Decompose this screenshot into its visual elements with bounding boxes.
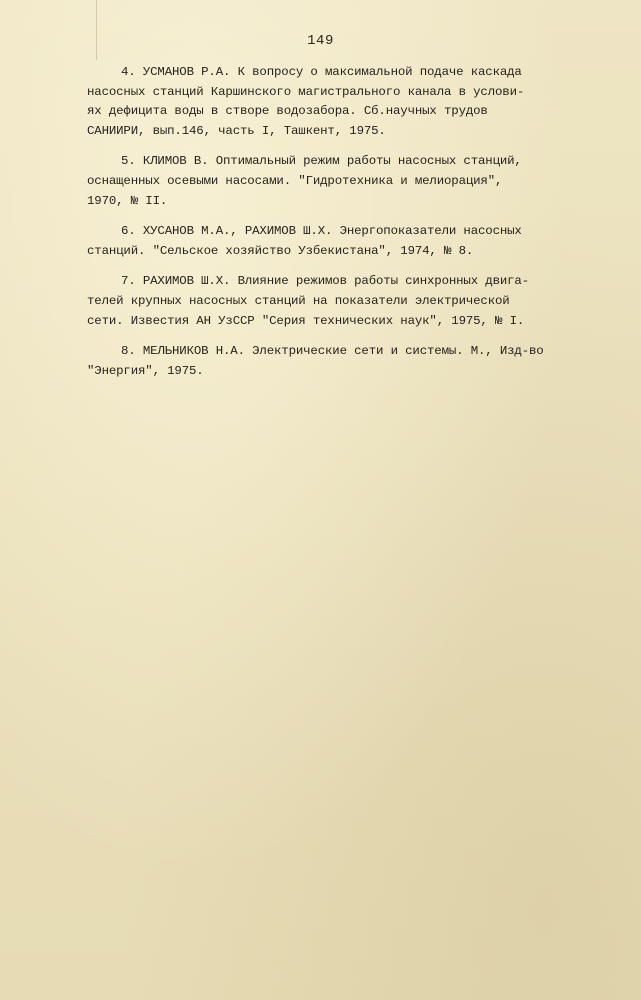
reference-line: сети. Известия АН УзССР "Серия технических наук", 1975, № I. — [87, 313, 525, 328]
page-number: 149 — [307, 33, 334, 49]
paper-fold-mark — [96, 0, 97, 60]
reference-item-6 — [87, 222, 567, 261]
reference-line: 5. КЛИМОВ В. Оптимальный режим работы насосных станций, — [121, 154, 522, 169]
reference-line: 7. РАХИМОВ Ш.Х. Влияние режимов работы синхронных двига- — [121, 274, 529, 289]
reference-line: станций. "Сельское хозяйство Узбекистана", 1974, № 8. — [87, 243, 474, 258]
reference-line: САНИИРИ, вып.146, часть I, Ташкент, 1975. — [87, 123, 386, 138]
reference-line: "Энергия", 1975. — [87, 363, 204, 378]
reference-line: оснащенных осевыми насосами. "Гидротехника и мелиорация", — [87, 173, 503, 188]
reference-line: 4. УСМАНОВ Р.А. К вопросу о максимальной подаче каскада — [121, 65, 522, 79]
reference-item-5 — [87, 152, 567, 211]
reference-line: 1970, № II. — [87, 193, 168, 208]
reference-line: телей крупных насосных станций на показатели электрической — [87, 293, 510, 308]
reference-list — [87, 63, 567, 392]
reference-line: 6. ХУСАНОВ М.А., РАХИМОВ Ш.Х. Энергопоказатели насосных — [121, 224, 522, 239]
reference-item-7 — [87, 272, 567, 331]
reference-item-8 — [87, 342, 567, 381]
reference-line: 8. МЕЛЬНИКОВ Н.А. Электрические сети и системы. М., Изд-во — [121, 344, 544, 359]
reference-item-4 — [87, 63, 567, 141]
reference-line: ях дефицита воды в створе водозабора. Сб.научных трудов — [87, 104, 488, 119]
reference-line: насосных станций Каршинского магистрального канала в услови- — [87, 84, 525, 99]
